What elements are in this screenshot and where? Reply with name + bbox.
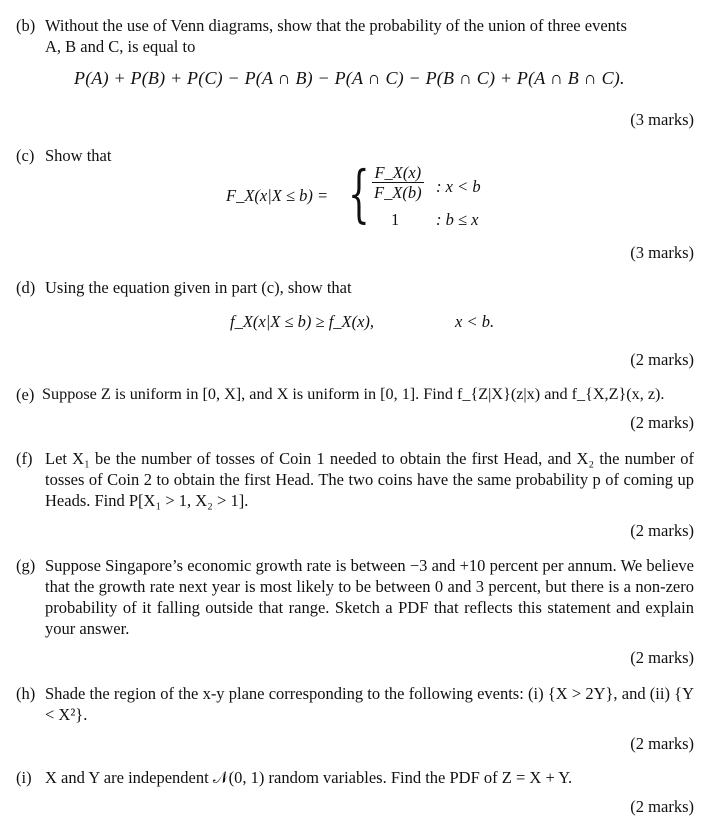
- marks: (2 marks): [630, 413, 694, 432]
- fraction-denominator: F_X(b): [374, 183, 422, 202]
- union-equation: P(A) + P(B) + P(C) − P(A ∩ B) − P(A ∩ C) − P(B ∩ C) + P(A ∩ B ∩ C).: [74, 68, 625, 88]
- question-label: (b): [16, 16, 36, 35]
- question-b: [16, 15, 694, 57]
- question-label: (i): [16, 768, 32, 787]
- question-label: (c): [16, 146, 35, 165]
- brace-icon: {: [348, 157, 370, 230]
- question-h: [16, 683, 694, 725]
- question-text: Suppose Z is uniform in [0, X], and X is uniform in [0, 1]. Find f_{Z|X}(z|x) and f_{X,Z}(x, z).: [42, 385, 665, 403]
- density-condition: x < b.: [455, 312, 495, 331]
- question-d: [16, 277, 694, 298]
- question-text: [45, 15, 694, 57]
- question-label: (g): [16, 556, 36, 575]
- question-text: Using the equation given in part (c), show that: [45, 278, 352, 297]
- question-g: [16, 555, 694, 639]
- density-inequality: f_X(x|X ≤ b) ≥ f_X(x),: [230, 312, 375, 331]
- question-text: Suppose Singapore’s economic growth rate is between −3 and +10 percent per annum. We believe that the growth rate next year is most likely to be between 0 and 3 percent, but there is a non-zero probability of it falling outside that range. Sketch a PDF that reflects this statement and explain your answer.: [45, 556, 694, 638]
- marks: (3 marks): [630, 110, 694, 129]
- marks: (2 marks): [630, 797, 694, 816]
- inline-math: A, B and C, is equal to: [45, 37, 196, 56]
- case-two-condition: : b ≤ x: [436, 210, 479, 229]
- question-label: (f): [16, 449, 33, 468]
- question-f: [16, 448, 694, 511]
- question-text-line: [45, 36, 694, 57]
- marks: (2 marks): [630, 648, 694, 667]
- question-text-line: Without the use of Venn diagrams, show that the probability of the union of three events: [45, 16, 627, 35]
- case-two-value: 1: [391, 210, 400, 229]
- fraction-numerator: F_X(x): [372, 163, 424, 183]
- question-label: (e): [16, 385, 35, 404]
- question-label: (h): [16, 684, 36, 703]
- question-i: [16, 767, 694, 788]
- question-text: Let X₁ be the number of tosses of Coin 1 needed to obtain the first Head, and X₂ the number of tosses of Coin 2 to obtain the first Head. The two coins have the same probability p of coming up Heads. Find P[X₁ > 1, X₂ > 1].: [45, 449, 694, 510]
- question-label: (d): [16, 278, 36, 297]
- question-text: X and Y are independent 𝒩(0, 1) random variables. Find the PDF of Z = X + Y.: [45, 768, 573, 787]
- case-one-fraction: [372, 163, 424, 202]
- marks: (2 marks): [630, 734, 694, 753]
- marks: (2 marks): [630, 521, 694, 540]
- question-e: [16, 384, 694, 405]
- case-one-condition: : x < b: [436, 177, 481, 196]
- question-text: Show that: [45, 146, 112, 165]
- question-text: Shade the region of the x-y plane corresponding to the following events: (i) {X > 2Y}, and (ii) {Y < X²}.: [45, 684, 694, 724]
- marks: (2 marks): [630, 350, 694, 369]
- conditional-cdf-lhs: F_X(x|X ≤ b) =: [226, 186, 329, 205]
- marks: (3 marks): [630, 243, 694, 262]
